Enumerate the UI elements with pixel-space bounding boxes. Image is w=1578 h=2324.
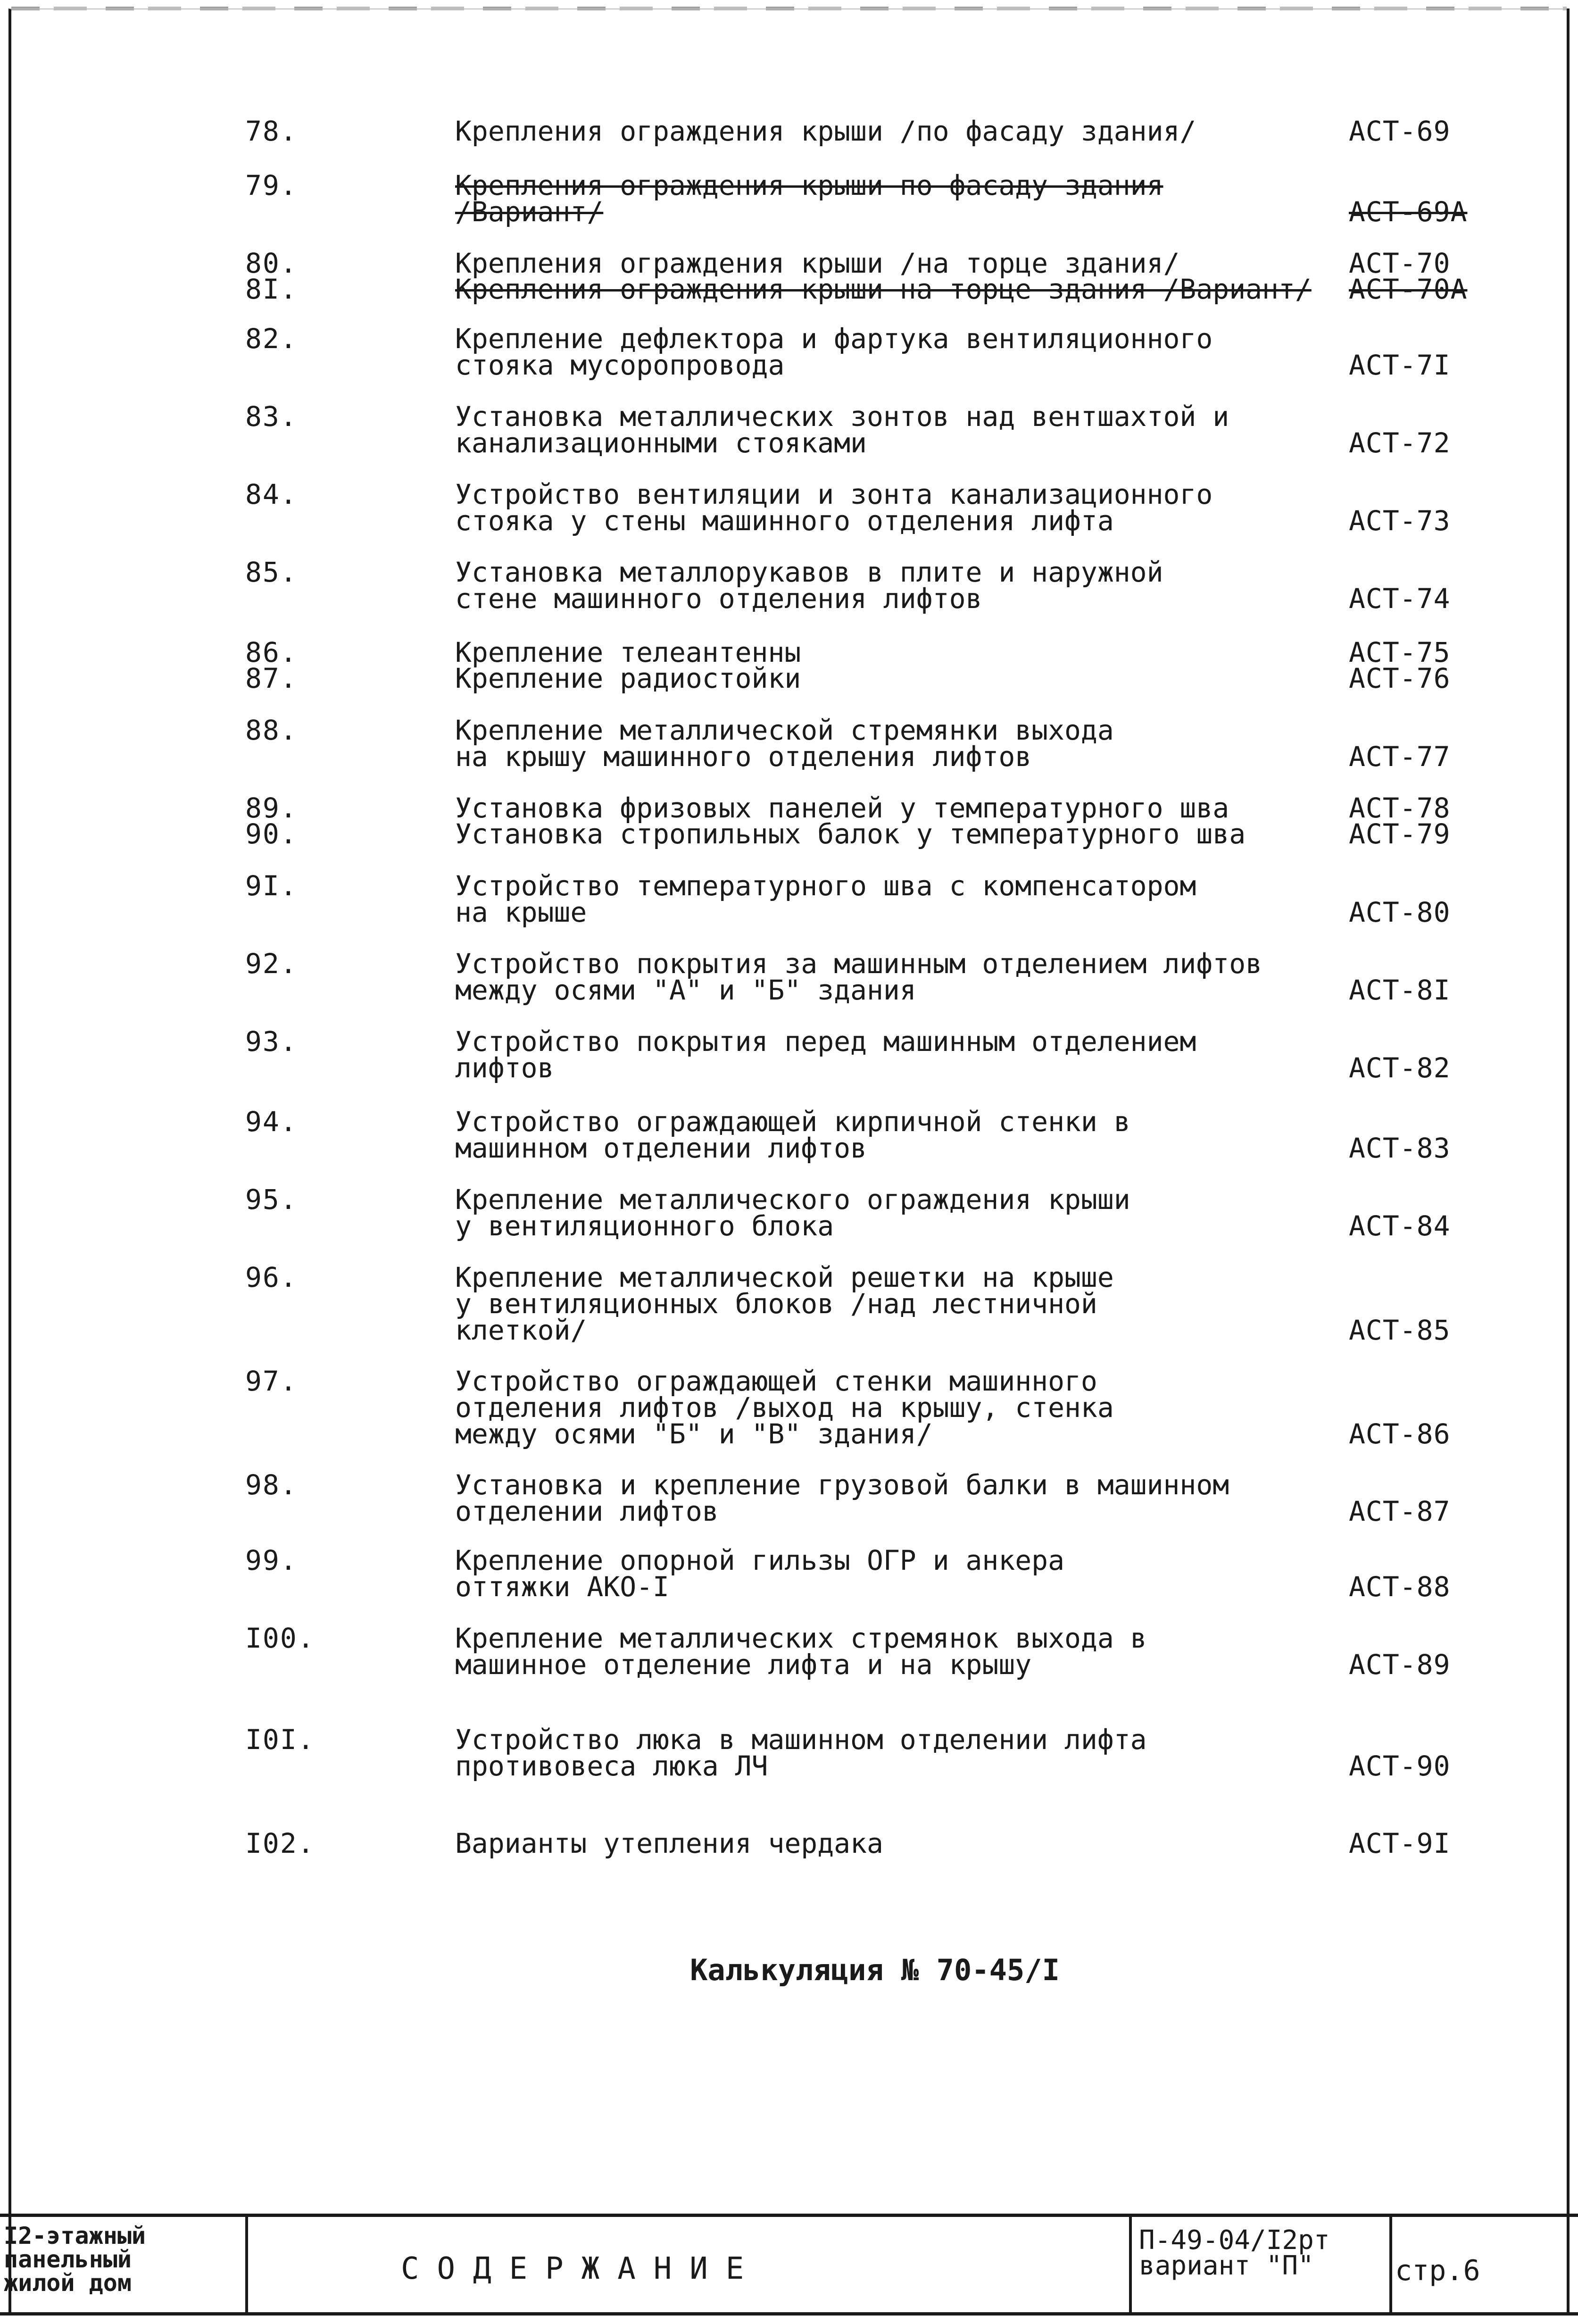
- entry-number: 98.: [245, 1469, 298, 1501]
- entry-code: АСТ-77: [1349, 741, 1451, 773]
- entry-code: АСТ-70А: [1349, 273, 1468, 305]
- entry-title-line: оттяжки АКО-I: [455, 1571, 669, 1603]
- entry-title-line: Установка металлорукавов в плите и наружной: [455, 556, 1163, 588]
- entry-title-line: Устройство вентиляции и зонта канализационного: [455, 478, 1213, 510]
- entry-number: I00.: [245, 1622, 315, 1654]
- entry-title-line: Установка фризовых панелей у температурного шва: [455, 792, 1229, 824]
- project-variant-line: вариант "П": [1139, 2250, 1314, 2281]
- entry-title-line: /Вариант/: [455, 196, 604, 228]
- entry-title: [455, 556, 1351, 615]
- entry-number: 83.: [245, 400, 298, 433]
- section-title: СОДЕРЖАНИЕ: [401, 2251, 762, 2286]
- entry-title: [455, 1544, 1351, 1603]
- entry-title: [455, 1469, 1351, 1527]
- entry-title: [455, 792, 1351, 824]
- entry-title-line: Устройство ограждающей кирпичной стенки в: [455, 1106, 1130, 1138]
- page-number: стр.6: [1395, 2254, 1480, 2287]
- entry-title: [455, 1106, 1351, 1164]
- entry-title: [455, 323, 1351, 381]
- entry-title-line: Крепления ограждения крыши по фасаду здания: [455, 169, 1163, 201]
- entry-code: АСТ-7I: [1349, 349, 1451, 381]
- entry-number: 97.: [245, 1365, 298, 1397]
- entry-code: АСТ-74: [1349, 583, 1451, 615]
- entry-code: АСТ-78: [1349, 792, 1451, 824]
- entry-title: [455, 1183, 1351, 1242]
- entry-title-line: между осями "Б" и "В" здания/: [455, 1418, 933, 1450]
- building-line: панельный: [4, 2246, 132, 2273]
- entry-title-line: отделения лифтов /выход на крышу, стенка: [455, 1391, 1114, 1424]
- title-block-divider: [1389, 2214, 1392, 2316]
- entry-code: АСТ-69: [1349, 115, 1451, 147]
- entry-number: 88.: [245, 714, 298, 746]
- entry-code: АСТ-80: [1349, 896, 1451, 928]
- entry-code: АСТ-69А: [1349, 196, 1468, 228]
- entry-title: [455, 948, 1351, 1006]
- building-line: жилой дом: [4, 2269, 132, 2297]
- entry-title-line: стене машинного отделения лифтов: [455, 583, 982, 615]
- entry-title-line: противовеса люка ЛЧ: [455, 1750, 768, 1782]
- entry-title-line: лифтов: [455, 1052, 554, 1084]
- entry-title: [455, 870, 1351, 928]
- entry-title-line: Крепление металлической стремянки выхода: [455, 714, 1114, 746]
- entry-title: [455, 714, 1351, 773]
- entry-title-line: машинное отделение лифта и на крышу: [455, 1649, 1032, 1681]
- entry-title: [455, 400, 1351, 459]
- entry-title-line: у вентиляционных блоков /над лестничной: [455, 1288, 1097, 1320]
- entry-code: АСТ-73: [1349, 505, 1451, 537]
- entry-title: [455, 662, 1351, 694]
- entry-title-line: машинном отделении лифтов: [455, 1132, 867, 1164]
- entry-number: I0I.: [245, 1724, 315, 1756]
- entry-number: 78.: [245, 115, 298, 147]
- entry-number: 95.: [245, 1183, 298, 1216]
- entry-title-line: Крепление телеантенны: [455, 636, 801, 668]
- entry-title-line: Крепление дефлектора и фартука вентиляционного: [455, 323, 1213, 355]
- entry-title: [455, 1827, 1351, 1859]
- entry-title-line: на крыше: [455, 896, 587, 928]
- entry-number: 86.: [245, 636, 298, 668]
- entry-title: [455, 273, 1351, 305]
- entry-number: 99.: [245, 1544, 298, 1576]
- entry-title-line: стояка мусоропровода: [455, 349, 785, 381]
- entry-title-line: Устройство покрытия перед машинным отделением: [455, 1025, 1196, 1058]
- entry-code: АСТ-89: [1349, 1649, 1451, 1681]
- entry-title-line: клеткой/: [455, 1314, 587, 1346]
- entry-title-line: канализационными стояками: [455, 427, 867, 459]
- entry-title-line: Устройство люка в машинном отделении лифта: [455, 1724, 1147, 1756]
- entry-title-line: Крепление металлической решетки на крыше: [455, 1261, 1114, 1293]
- entry-number: 89.: [245, 792, 298, 824]
- entry-number: 85.: [245, 556, 298, 588]
- entry-number: 87.: [245, 662, 298, 694]
- entry-code: АСТ-88: [1349, 1571, 1451, 1603]
- entry-number: 94.: [245, 1106, 298, 1138]
- entry-number: 79.: [245, 169, 298, 201]
- entry-code: АСТ-86: [1349, 1418, 1451, 1450]
- entry-title-line: между осями "А" и "Б" здания: [455, 974, 916, 1006]
- title-block-bottom-line: [0, 2312, 1578, 2316]
- entry-code: АСТ-82: [1349, 1052, 1451, 1084]
- entry-title-line: Крепление металлического ограждения крыши: [455, 1183, 1130, 1216]
- entry-title-line: Варианты утепления чердака: [455, 1827, 883, 1859]
- entry-title: [455, 115, 1351, 147]
- entry-number: 8I.: [245, 273, 298, 305]
- entry-code: АСТ-85: [1349, 1314, 1451, 1346]
- entry-number: 84.: [245, 478, 298, 510]
- entry-title: [455, 1724, 1351, 1782]
- entry-code: АСТ-84: [1349, 1210, 1451, 1242]
- entry-code: АСТ-8I: [1349, 974, 1451, 1006]
- entry-title-line: Крепление опорной гильзы ОГР и анкера: [455, 1544, 1065, 1576]
- entry-code: АСТ-76: [1349, 662, 1451, 694]
- entry-title-line: Устройство температурного шва с компенсатором: [455, 870, 1196, 902]
- entry-title: [455, 636, 1351, 668]
- entry-title: [455, 1025, 1351, 1084]
- entry-number: 82.: [245, 323, 298, 355]
- entry-number: 80.: [245, 247, 298, 279]
- entry-code: АСТ-90: [1349, 1750, 1451, 1782]
- entry-code: АСТ-79: [1349, 818, 1451, 850]
- entry-code: АСТ-72: [1349, 427, 1451, 459]
- entry-title: [455, 818, 1351, 850]
- title-block-divider: [1129, 2214, 1132, 2316]
- entry-title: [455, 478, 1351, 537]
- building-description: [4, 2224, 146, 2295]
- project-code: [1139, 2225, 1330, 2281]
- entry-code: АСТ-87: [1349, 1495, 1451, 1527]
- entry-number: 93.: [245, 1025, 298, 1058]
- entry-title-line: на крышу машинного отделения лифтов: [455, 741, 1032, 773]
- entry-code: АСТ-83: [1349, 1132, 1451, 1164]
- entry-title: [455, 1261, 1351, 1346]
- entry-title-line: Устройство покрытия за машинным отделением лифтов: [455, 948, 1262, 980]
- entry-title: [455, 1365, 1351, 1450]
- entry-code: АСТ-75: [1349, 636, 1451, 668]
- title-block-top-line: [0, 2214, 1578, 2217]
- entry-title-line: Крепления ограждения крыши /по фасаду здания/: [455, 115, 1196, 147]
- calculation-text: Калькуляция № 70-45/I: [690, 1953, 1060, 1987]
- entry-title: [455, 169, 1351, 228]
- entry-title-line: Крепление металлических стремянок выхода в: [455, 1622, 1147, 1654]
- entry-title-line: стояка у стены машинного отделения лифта: [455, 505, 1114, 537]
- entry-title-line: Крепление радиостойки: [455, 662, 801, 694]
- entry-title-line: отделении лифтов: [455, 1495, 719, 1527]
- entry-title: [455, 1622, 1351, 1681]
- entry-number: 92.: [245, 948, 298, 980]
- entry-title-line: Крепления ограждения крыши на торце здания /Вариант/: [455, 273, 1312, 305]
- page-frame-right: [1567, 8, 1570, 2316]
- entry-number: 9I.: [245, 870, 298, 902]
- title-block-divider: [245, 2214, 248, 2316]
- entry-title-line: Установка стропильных балок у температурного шва: [455, 818, 1246, 850]
- entry-number: 96.: [245, 1261, 298, 1293]
- entry-title-line: у вентиляционного блока: [455, 1210, 834, 1242]
- entry-title: [455, 247, 1351, 279]
- entry-number: I02.: [245, 1827, 315, 1859]
- title-block: [0, 2214, 1578, 2316]
- entry-title-line: Установка металлических зонтов над вентшахтой и: [455, 400, 1229, 433]
- entry-code: АСТ-70: [1349, 247, 1451, 279]
- entry-number: 90.: [245, 818, 298, 850]
- entry-code: АСТ-9I: [1349, 1827, 1451, 1859]
- building-line: I2-этажный: [4, 2222, 146, 2249]
- entry-title-line: Крепления ограждения крыши /на торце здания/: [455, 247, 1180, 279]
- entry-title-line: Устройство ограждающей стенки машинного: [455, 1365, 1097, 1397]
- entry-title-line: Установка и крепление грузовой балки в машинном: [455, 1469, 1229, 1501]
- project-code-line: П-49-04/I2рт: [1139, 2225, 1330, 2256]
